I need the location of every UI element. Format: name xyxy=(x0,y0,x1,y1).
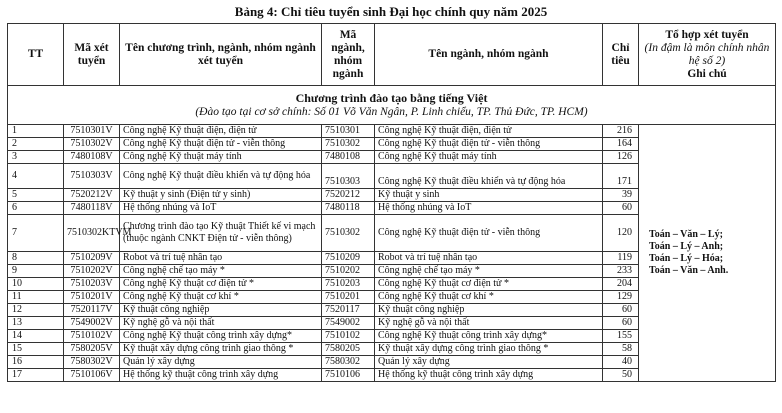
program-name: Hệ thống nhúng và IoT xyxy=(120,202,322,215)
row-number: 16 xyxy=(8,356,64,369)
row-number: 11 xyxy=(8,291,64,304)
admission-code: 7580302V xyxy=(64,356,120,369)
admission-code: 7510302V xyxy=(64,138,120,151)
major-code: 7549002 xyxy=(322,317,375,330)
program-section-title: Chương trình đào tạo bằng tiếng Việt xyxy=(295,91,488,105)
major-name: Công nghệ chế tạo máy * xyxy=(375,265,603,278)
program-name: Công nghệ Kỹ thuật cơ khí * xyxy=(120,291,322,304)
quota: 120 xyxy=(603,215,639,252)
row-number: 6 xyxy=(8,202,64,215)
admission-code: 7510102V xyxy=(64,330,120,343)
row-number: 5 xyxy=(8,189,64,202)
major-name: Robot và trí tuệ nhân tạo xyxy=(375,252,603,265)
program-section-row xyxy=(8,86,776,125)
admission-quota-table xyxy=(7,23,776,382)
major-name: Hệ thống kỹ thuật công trình xây dựng xyxy=(375,369,603,382)
row-number: 13 xyxy=(8,317,64,330)
major-name: Công nghệ Kỹ thuật điện, điện tử xyxy=(375,125,603,138)
major-name: Công nghệ Kỹ thuật điều khiển và tự động hóa xyxy=(375,164,603,189)
admission-code: 7480108V xyxy=(64,151,120,164)
row-number: 3 xyxy=(8,151,64,164)
subject-combination: Toán – Văn – Lý; xyxy=(649,229,723,240)
quota: 39 xyxy=(603,189,639,202)
admission-code: 7510201V xyxy=(64,291,120,304)
quota: 50 xyxy=(603,369,639,382)
row-number: 10 xyxy=(8,278,64,291)
major-code: 7510301 xyxy=(322,125,375,138)
program-name: Hệ thống kỹ thuật công trình xây dựng xyxy=(120,369,322,382)
major-name: Công nghệ Kỹ thuật điện tử - viễn thông xyxy=(375,215,603,252)
admission-code: 7520212V xyxy=(64,189,120,202)
subject-combinations xyxy=(639,125,776,382)
header-combination xyxy=(639,24,776,86)
header-notes: Ghi chú xyxy=(687,67,727,80)
header-code: Mã xét tuyển xyxy=(64,24,120,86)
header-major: Tên ngành, nhóm ngành xyxy=(375,24,603,86)
header-combination-title: Tổ hợp xét tuyển xyxy=(665,28,749,41)
admission-code: 7520117V xyxy=(64,304,120,317)
quota: 216 xyxy=(603,125,639,138)
row-number: 1 xyxy=(8,125,64,138)
admission-code: 7549002V xyxy=(64,317,120,330)
quota: 129 xyxy=(603,291,639,304)
major-name: Kỹ thuật công nghiệp xyxy=(375,304,603,317)
program-section-cell xyxy=(8,86,776,125)
major-code: 7520212 xyxy=(322,189,375,202)
quota: 233 xyxy=(603,265,639,278)
major-code: 7510302 xyxy=(322,215,375,252)
quota: 60 xyxy=(603,317,639,330)
quota: 58 xyxy=(603,343,639,356)
admission-code: 7510209V xyxy=(64,252,120,265)
admission-code: 7510106V xyxy=(64,369,120,382)
quota: 119 xyxy=(603,252,639,265)
program-section-subtitle: (Đào tạo tại cơ sở chính: Số 01 Võ Văn Ngân, P. Linh chiểu, TP. Thủ Đức, TP. HCM) xyxy=(195,106,588,118)
major-code: 7510202 xyxy=(322,265,375,278)
major-code: 7520117 xyxy=(322,304,375,317)
header-major-code: Mã ngành, nhóm ngành xyxy=(322,24,375,86)
quota: 60 xyxy=(603,202,639,215)
major-name: Công nghệ Kỹ thuật máy tính xyxy=(375,151,603,164)
major-name: Công nghệ Kỹ thuật điện tử - viễn thông xyxy=(375,138,603,151)
row-number: 14 xyxy=(8,330,64,343)
major-name: Hệ thống nhúng và IoT xyxy=(375,202,603,215)
admission-code: 7510202V xyxy=(64,265,120,278)
program-name: Robot và trí tuệ nhân tạo xyxy=(120,252,322,265)
subject-combination: Toán – Lý – Hóa; xyxy=(649,253,724,264)
quota: 164 xyxy=(603,138,639,151)
header-tt: TT xyxy=(8,24,64,86)
major-code: 7510102 xyxy=(322,330,375,343)
major-code: 7510203 xyxy=(322,278,375,291)
program-name: Chương trình đào tạo Kỹ thuật Thiết kế vi mạch (thuộc ngành CNKT Điện tử - viễn thông) xyxy=(120,215,322,252)
header-combination-note: (In đậm là môn chính nhân hệ số 2) xyxy=(644,41,770,67)
program-name: Công nghệ Kỹ thuật điện tử - viễn thông xyxy=(120,138,322,151)
admission-code: 7510203V xyxy=(64,278,120,291)
quota: 204 xyxy=(603,278,639,291)
major-code: 7510302 xyxy=(322,138,375,151)
row-number: 9 xyxy=(8,265,64,278)
admission-code: 7510301V xyxy=(64,125,120,138)
subject-combination: Toán – Văn – Anh. xyxy=(649,265,729,276)
row-number: 7 xyxy=(8,215,64,252)
table-title: Bảng 4: Chỉ tiêu tuyển sinh Đại học chính quy năm 2025 xyxy=(234,4,548,19)
major-name: Công nghệ Kỹ thuật cơ khí * xyxy=(375,291,603,304)
row-number: 17 xyxy=(8,369,64,382)
program-name: Công nghệ chế tạo máy * xyxy=(120,265,322,278)
program-name: Công nghệ Kỹ thuật điện, điện tử xyxy=(120,125,322,138)
program-name: Công nghệ Kỹ thuật máy tính xyxy=(120,151,322,164)
program-name: Kỹ thuật xây dựng công trình giao thông * xyxy=(120,343,322,356)
subject-combination: Toán – Lý – Anh; xyxy=(649,241,724,252)
program-name: Công nghệ Kỹ thuật công trình xây dựng* xyxy=(120,330,322,343)
major-name: Công nghệ Kỹ thuật cơ điện tử * xyxy=(375,278,603,291)
major-code: 7480118 xyxy=(322,202,375,215)
major-code: 7510303 xyxy=(322,164,375,189)
admission-code: 7580205V xyxy=(64,343,120,356)
header-quota: Chỉ tiêu xyxy=(603,24,639,86)
admission-code: 7510302KTVM xyxy=(64,215,120,252)
quota: 60 xyxy=(603,304,639,317)
program-name: Công nghệ Kỹ thuật điều khiển và tự động hóa xyxy=(120,164,322,189)
major-name: Công nghệ Kỹ thuật công trình xây dựng* xyxy=(375,330,603,343)
major-code: 7580302 xyxy=(322,356,375,369)
row-number: 15 xyxy=(8,343,64,356)
header-program: Tên chương trình, ngành, nhóm ngành xét tuyển xyxy=(120,24,322,86)
program-name: Quản lý xây dựng xyxy=(120,356,322,369)
major-code: 7480108 xyxy=(322,151,375,164)
row-number: 8 xyxy=(8,252,64,265)
header-row xyxy=(8,24,776,86)
row-number: 12 xyxy=(8,304,64,317)
major-name: Kỹ thuật y sinh xyxy=(375,189,603,202)
major-code: 7510201 xyxy=(322,291,375,304)
admission-code: 7510303V xyxy=(64,164,120,189)
quota: 126 xyxy=(603,151,639,164)
major-code: 7580205 xyxy=(322,343,375,356)
major-name: Kỹ thuật xây dựng công trình giao thông * xyxy=(375,343,603,356)
major-name: Kỹ nghệ gỗ và nội thất xyxy=(375,317,603,330)
quota: 155 xyxy=(603,330,639,343)
major-code: 7510209 xyxy=(322,252,375,265)
row-number: 4 xyxy=(8,164,64,189)
major-code: 7510106 xyxy=(322,369,375,382)
row-number: 2 xyxy=(8,138,64,151)
program-name: Công nghệ Kỹ thuật cơ điện tử * xyxy=(120,278,322,291)
quota: 40 xyxy=(603,356,639,369)
program-name: Kỹ nghệ gỗ và nội thất xyxy=(120,317,322,330)
major-name: Quản lý xây dựng xyxy=(375,356,603,369)
program-name: Kỹ thuật công nghiệp xyxy=(120,304,322,317)
table-row xyxy=(8,125,776,138)
quota: 171 xyxy=(603,164,639,189)
program-name: Kỹ thuật y sinh (Điện tử y sinh) xyxy=(120,189,322,202)
admission-code: 7480118V xyxy=(64,202,120,215)
